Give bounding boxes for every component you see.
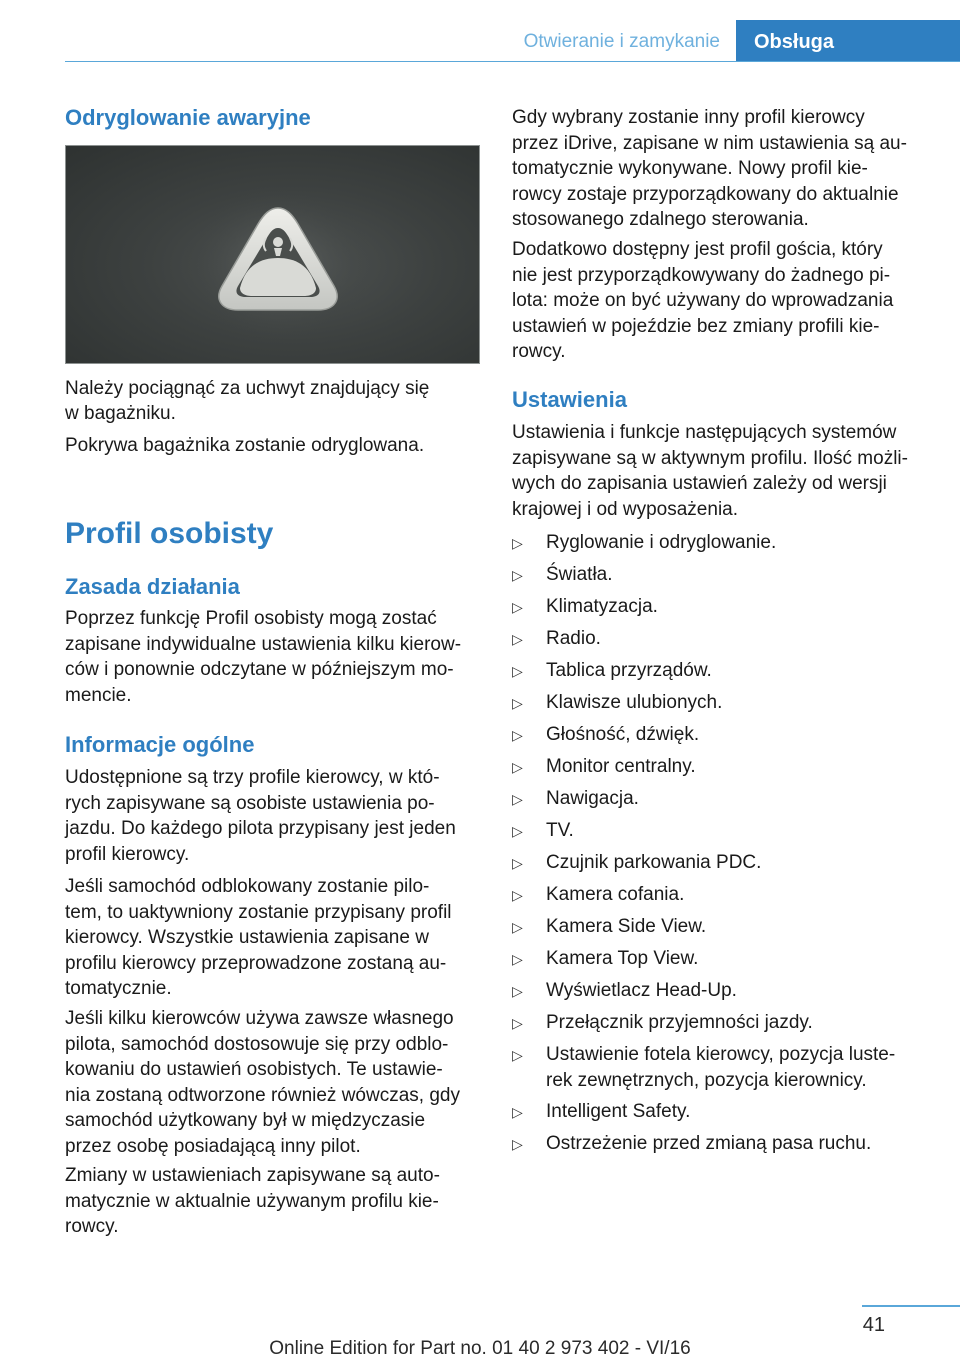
footer-edition: Online Edition for Part no. 01 40 2 973 402 - VI/16 (269, 1338, 691, 1359)
triangle-right-outline-icon: ▷ (512, 631, 523, 647)
idrive-line: stosowanego zdalnego sterowania. (512, 209, 809, 230)
general-line: kowaniu do ustawień osobistych. Te ustawie- (65, 1059, 443, 1080)
header-rule (65, 61, 960, 62)
triangle-right-outline-icon: ▷ (512, 951, 523, 967)
heading-personal-profile: Profil osobisty (65, 517, 274, 550)
triangle-right-outline-icon: ▷ (512, 535, 523, 551)
triangle-right-outline-icon: ▷ (512, 1136, 523, 1152)
general-line: jazdu. Do każdego pilota przypisany jest jeden (65, 818, 456, 839)
page-number: 41 (862, 1314, 885, 1336)
triangle-right-outline-icon: ▷ (512, 663, 523, 679)
general-line: samochód użytkowany był w międzyczasie (65, 1110, 426, 1131)
triangle-right-outline-icon: ▷ (512, 823, 523, 839)
general-line: Zmiany w ustawieniach zapisywane są auto- (65, 1165, 440, 1186)
settings-paragraph (512, 420, 932, 522)
triangle-right-outline-icon: ▷ (512, 727, 523, 743)
general-line: Jeśli samochód odblokowany zostanie pilo- (65, 876, 430, 897)
emergency-text-2: Pokrywa bagażnika zostanie odryglowana. (65, 435, 425, 456)
general-line: nia zostaną odtworzone również wówczas, gdy (65, 1084, 460, 1106)
heading-settings: Ustawienia (512, 387, 627, 412)
general-paragraph-1 (65, 765, 485, 867)
general-line: przez osobę posiadającą inny pilot. (65, 1135, 361, 1157)
principle-paragraph (65, 606, 485, 708)
emergency-text-1b: w bagażniku. (65, 403, 176, 424)
footer-rule (862, 1305, 960, 1307)
general-line: matycznie w aktualnie używanym profilu kie- (65, 1190, 439, 1212)
heading-general-info: Informacje ogólne (65, 732, 255, 757)
settings-line: wych do zapisania ustawień zależy od wersji (512, 473, 887, 494)
principle-line: zapisane indywidualne ustawienia kilku kierow- (65, 633, 462, 655)
guest-line: rowcy. (512, 341, 566, 362)
general-line: Jeśli kilku kierowców używa zawsze własnego (65, 1008, 454, 1029)
general-line: kierowcy. Wszystkie ustawienia zapisane w (65, 927, 429, 948)
guest-line: ustawień w pojeździe bez zmiany profili kie- (512, 315, 880, 337)
settings-line: zapisywane są w aktywnym profilu. Ilość możli- (512, 447, 908, 469)
general-line: profil kierowcy. (65, 843, 190, 865)
triangle-right-outline-icon: ▷ (512, 1047, 523, 1063)
triangle-right-outline-icon: ▷ (512, 1104, 523, 1120)
heading-principle: Zasada działania (65, 574, 240, 599)
triangle-right-outline-icon: ▷ (512, 567, 523, 583)
heading-emergency-unlock: Odryglowanie awaryjne (65, 105, 311, 130)
general-paragraph-4 (65, 1163, 485, 1240)
idrive-line: Gdy wybrany zostanie inny profil kierowcy (512, 107, 865, 128)
list-item-line: rek zewnętrznych, pozycja kierownicy. (546, 1069, 867, 1091)
guest-line: nie jest przyporządkowywany do żadnego pi- (512, 264, 891, 286)
triangle-right-outline-icon: ▷ (512, 695, 523, 711)
guest-paragraph (512, 237, 932, 365)
general-line: pilota, samochód dostosowuje się przy odblo- (65, 1033, 449, 1055)
trunk-emergency-release-handle-icon (66, 146, 481, 365)
idrive-line: rowcy zostaje przyporządkowany do aktualnie (512, 183, 899, 205)
idrive-paragraph (512, 105, 932, 233)
trunk-release-photo (65, 145, 480, 364)
idrive-line: przez iDrive, zapisane w nim ustawienia są au- (512, 132, 907, 154)
general-line: rych zapisywane są osobiste ustawienia po- (65, 792, 435, 814)
guest-line: lota: może on być używany do wprowadzania (512, 290, 894, 311)
triangle-right-outline-icon: ▷ (512, 887, 523, 903)
settings-line: krajowej i od wyposażenia. (512, 498, 739, 520)
idrive-line: tomatycznie wykonywane. Nowy profil kie- (512, 158, 868, 179)
triangle-right-outline-icon: ▷ (512, 759, 523, 775)
principle-line: Poprzez funkcję Profil osobisty mogą zostać (65, 608, 437, 629)
settings-line: Ustawienia i funkcje następujących systemów (512, 422, 897, 443)
general-line: profilu kierowcy przeprowadzone zostaną au- (65, 952, 447, 974)
general-line: rowcy. (65, 1216, 119, 1237)
general-line: tomatycznie. (65, 978, 172, 999)
general-line: Udostępnione są trzy profile kierowcy, w któ- (65, 767, 440, 788)
triangle-right-outline-icon: ▷ (512, 791, 523, 807)
triangle-right-outline-icon: ▷ (512, 983, 523, 999)
triangle-right-outline-icon: ▷ (512, 855, 523, 871)
triangle-right-outline-icon: ▷ (512, 1015, 523, 1031)
emergency-text-1a: Należy pociągnąć za uchwyt znajdujący się (65, 378, 430, 399)
header-section-title: Otwieranie i zamykanie (523, 31, 720, 52)
general-paragraph-2 (65, 874, 485, 1002)
triangle-right-outline-icon: ▷ (512, 919, 523, 935)
general-paragraph-3 (65, 1006, 485, 1159)
list-item-line: Ustawienie fotela kierowcy, pozycja luste- (546, 1044, 896, 1065)
triangle-right-outline-icon: ▷ (512, 599, 523, 615)
general-line: tem, to uaktywniony zostanie przypisany profil (65, 901, 452, 923)
principle-line: mencie. (65, 684, 132, 706)
principle-line: ców i ponownie odczytane w późniejszym mo- (65, 659, 454, 680)
guest-line: Dodatkowo dostępny jest profil gościa, który (512, 239, 883, 260)
header-chapter-tab: Obsługa (736, 20, 960, 62)
